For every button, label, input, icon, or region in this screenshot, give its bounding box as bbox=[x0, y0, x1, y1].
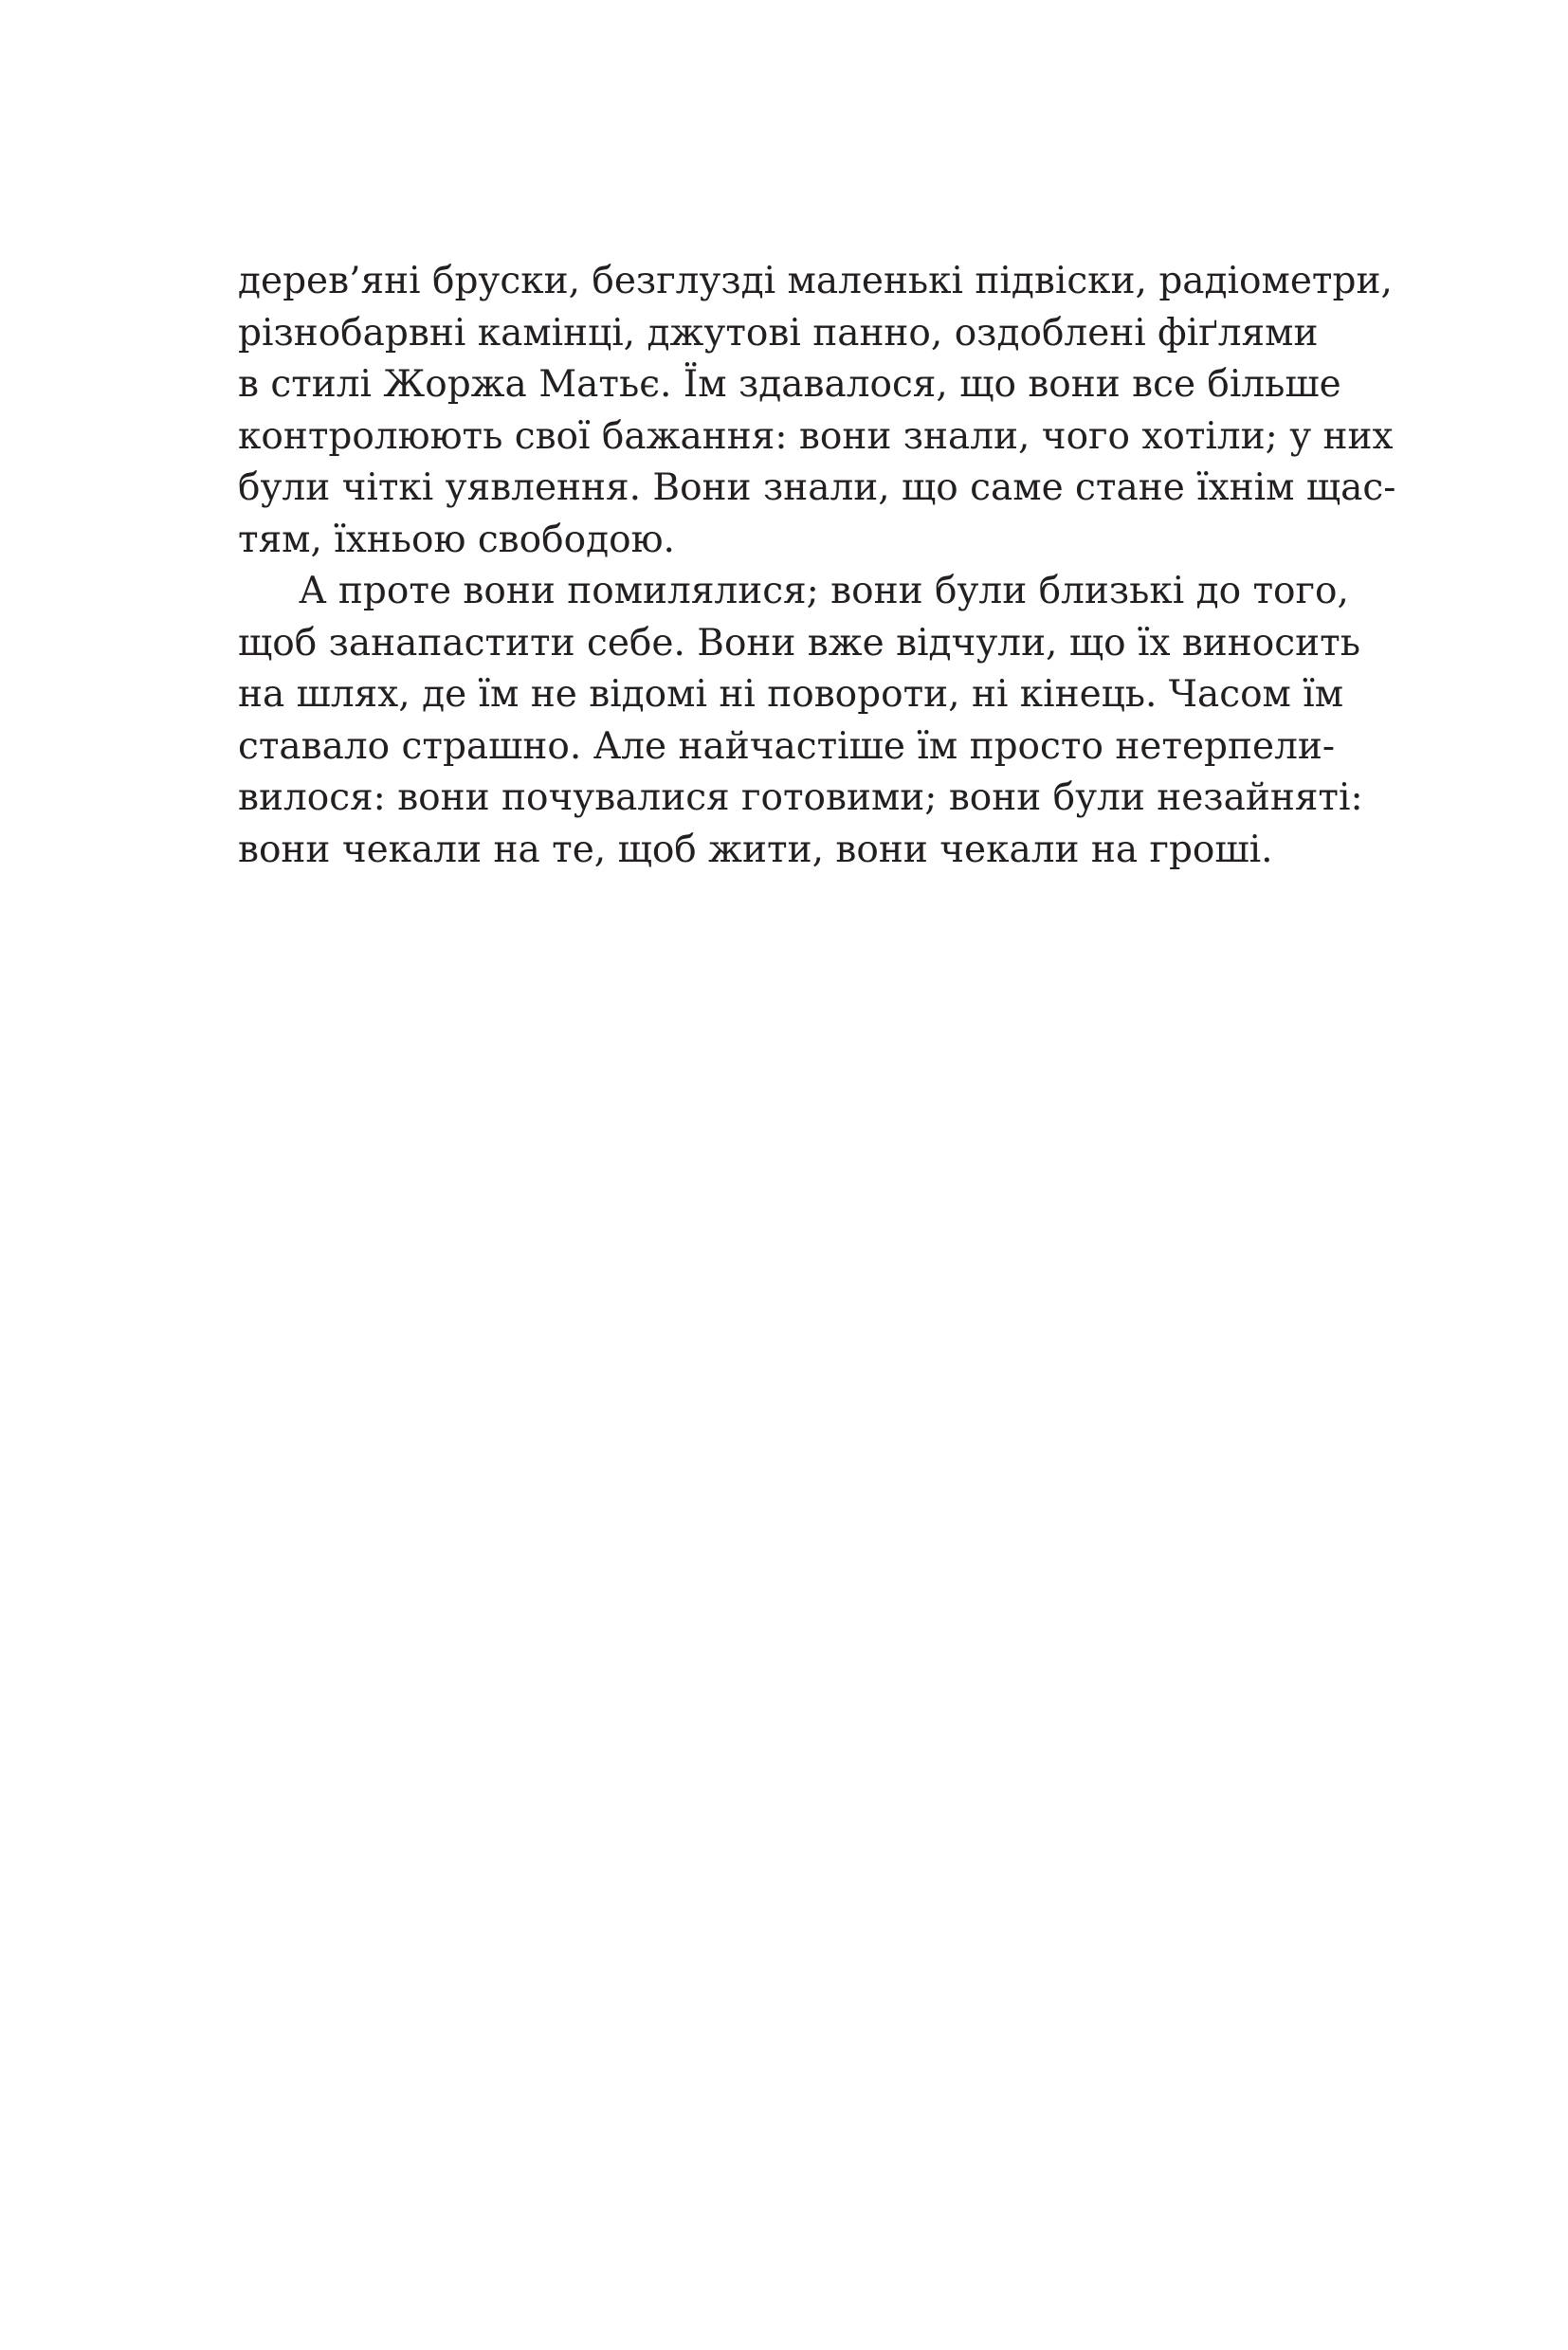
text-line: в стилі Жоржа Матьє. Їм здавалося, що вони все більше bbox=[238, 363, 1341, 406]
text-line: ставало страшно. Але найчастіше їм просто нетерпели- bbox=[238, 724, 1336, 768]
text-line: контролюють свої бажання: вони знали, чого хотіли; у них bbox=[238, 414, 1394, 458]
text-line: щоб занапастити себе. Вони вже відчули, що їх виносить bbox=[238, 621, 1360, 665]
paragraph-1 bbox=[238, 256, 1396, 566]
text-line: вони чекали на те, щоб жити, вони чекали на гроші. bbox=[238, 828, 1273, 871]
text-line: А проте вони помилялися; вони були близькі до того, bbox=[299, 570, 1349, 612]
text-line: були чіткі уявлення. Вони знали, що саме стане їхнім щас- bbox=[238, 466, 1396, 509]
text-line: різнобарвні камінці, джутові панно, оздоблені фіґлями bbox=[238, 311, 1319, 355]
text-line: тям, їхньою свободою. bbox=[238, 518, 675, 561]
paragraph-2 bbox=[238, 566, 1363, 876]
body-text bbox=[238, 256, 1396, 876]
text-line: на шлях, де їм не відомі ні повороти, ні кінець. Часом їм bbox=[238, 673, 1344, 716]
text-line: вилося: вони почувалися готовими; вони були незайняті: bbox=[238, 776, 1363, 819]
text-line: дерев’яні бруски, безглузді маленькі підвіски, радіометри, bbox=[238, 260, 1393, 302]
